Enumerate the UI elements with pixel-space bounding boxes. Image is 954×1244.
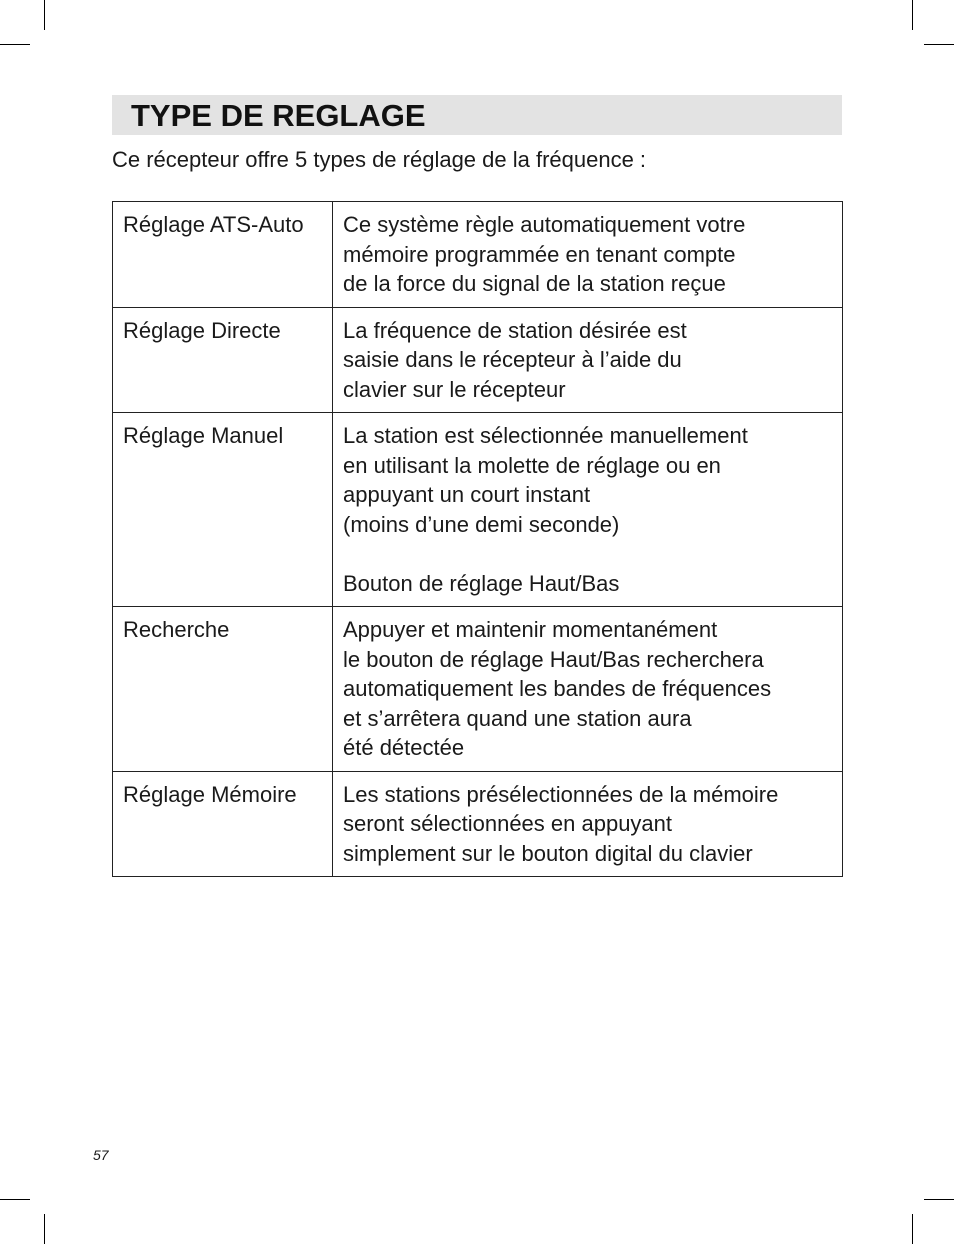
description-line bbox=[343, 539, 842, 569]
crop-mark bbox=[924, 1199, 954, 1200]
tuning-type-description bbox=[333, 202, 843, 308]
table-row bbox=[113, 202, 843, 308]
tuning-type-name: Réglage Mémoire bbox=[113, 771, 333, 877]
intro-text: Ce récepteur offre 5 types de réglage de la fréquence : bbox=[112, 147, 647, 172]
description-line: Bouton de réglage Haut/Bas bbox=[343, 570, 620, 596]
description-line: (moins d’une demi seconde) bbox=[343, 511, 620, 537]
section-title-bar bbox=[112, 95, 842, 135]
description-line: La station est sélectionnée manuellement bbox=[343, 423, 748, 448]
crop-mark bbox=[0, 1199, 30, 1200]
table-row bbox=[113, 307, 843, 413]
tuning-type-name: Recherche bbox=[113, 607, 333, 772]
tuning-types-table bbox=[112, 201, 843, 877]
tuning-type-name: Réglage Directe bbox=[113, 307, 333, 413]
description-line: en utilisant la molette de réglage ou en bbox=[343, 452, 721, 478]
crop-mark bbox=[44, 1214, 45, 1244]
tuning-type-description bbox=[333, 607, 843, 772]
section-title: TYPE DE REGLAGE bbox=[131, 98, 426, 133]
description-line: appuyant un court instant bbox=[343, 482, 591, 507]
description-line: seront sélectionnées en appuyant bbox=[343, 811, 673, 836]
table-row bbox=[113, 771, 843, 877]
description-line: clavier sur le récepteur bbox=[343, 376, 566, 402]
description-line: le bouton de réglage Haut/Bas recherchera bbox=[343, 646, 764, 672]
tuning-type-description bbox=[333, 413, 843, 607]
description-line: mémoire programmée en tenant compte bbox=[343, 241, 736, 267]
description-line: saisie dans le récepteur à l’aide du bbox=[343, 347, 682, 372]
crop-mark bbox=[924, 44, 954, 45]
description-line: de la force du signal de la station reçue bbox=[343, 271, 726, 296]
table-row bbox=[113, 607, 843, 772]
description-line: et s’arrêtera quand une station aura bbox=[343, 705, 692, 731]
tuning-type-description bbox=[333, 771, 843, 877]
table-row bbox=[113, 413, 843, 607]
crop-mark bbox=[912, 1214, 913, 1244]
tuning-type-name: Réglage ATS-Auto bbox=[113, 202, 333, 308]
description-line: Ce système règle automatiquement votre bbox=[343, 212, 746, 237]
description-line: simplement sur le bouton digital du clavier bbox=[343, 840, 753, 866]
description-line: La fréquence de station désirée est bbox=[343, 317, 687, 343]
description-line: Les stations présélectionnées de la mémoire bbox=[343, 781, 779, 807]
description-line: automatiquement les bandes de fréquences bbox=[343, 676, 772, 701]
crop-mark bbox=[912, 0, 913, 30]
tuning-type-description bbox=[333, 307, 843, 413]
crop-mark bbox=[0, 44, 30, 45]
page-number: 57 bbox=[93, 1147, 109, 1163]
description-line: Appuyer et maintenir momentanément bbox=[343, 617, 718, 642]
tuning-type-name: Réglage Manuel bbox=[113, 413, 333, 607]
description-line: été détectée bbox=[343, 735, 465, 760]
crop-mark bbox=[44, 0, 45, 30]
